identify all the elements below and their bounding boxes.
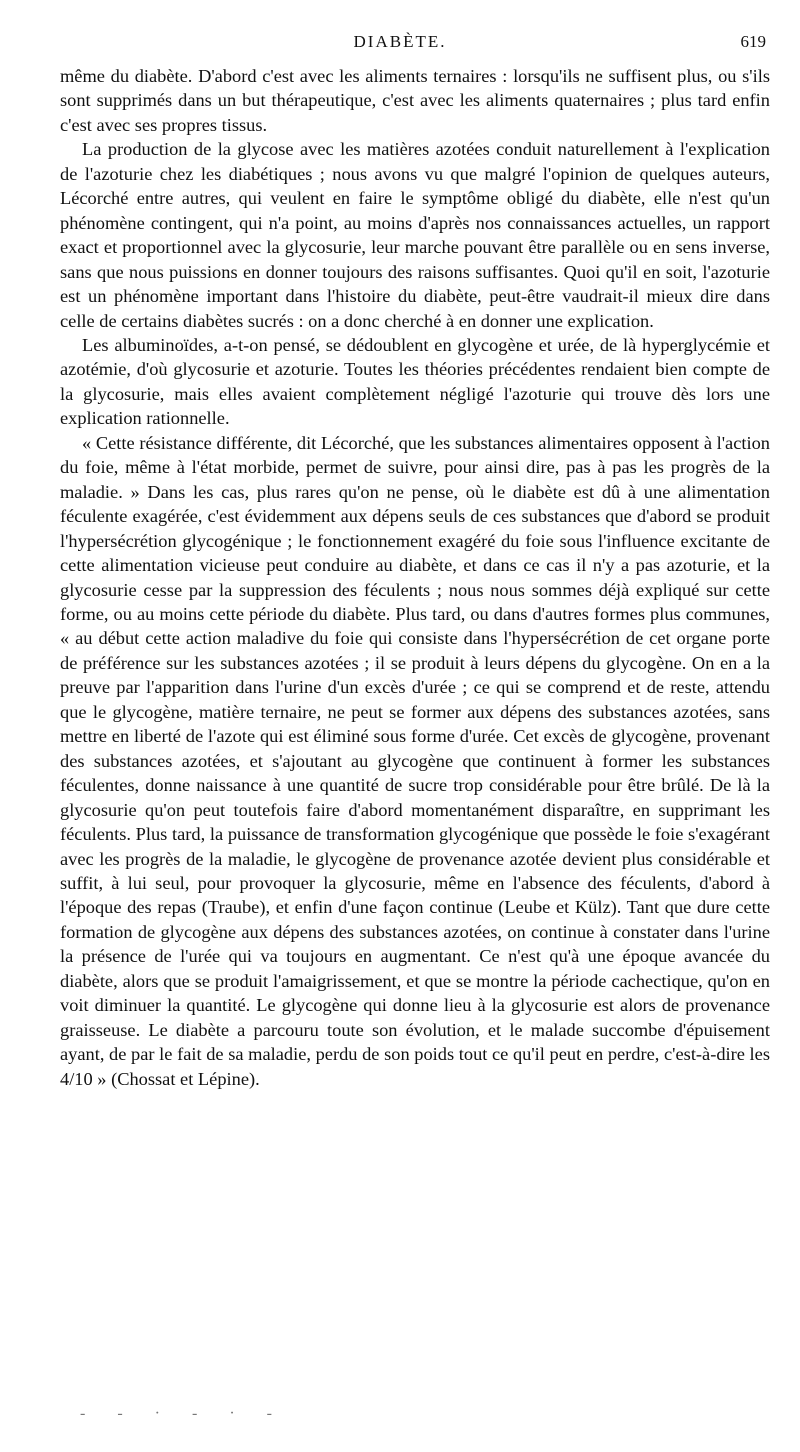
running-title: DIABÈTE. xyxy=(353,32,447,51)
paragraph-4: « Cette résistance différente, dit Lécorché, que les substances alimentaires opposent à l'action du foie, même à l'état morbide, permet de suivre, pour ainsi dire, pas à pas les progrès de la maladie. » Dans les cas, plus rares qu'on ne pense, où le diabète est dû à une alimentation féculente exagérée, c'est évidemment aux dépens seuls de ces substances que d'abord se produit l'hypersécrétion glycogénique ; le fonctionnement exagéré du foie sous l'influence excitante de cette alimentation vicieuse peut conduire au diabète, et dans ce cas il n'y a pas azoturie, et la glycosurie cesse par la suppression des féculents ; nous nous sommes déjà expliqué sur cette forme, ou au moins cette période du diabète. Plus tard, ou dans d'autres formes plus communes, « au début cette action maladive du foie qui consiste dans l'hypersécrétion de cet organe porte de préférence sur les substances azotées ; il se produit à leurs dépens du glycogène. On en a la preuve par l'apparition dans l'urine d'un excès d'urée ; ce qui se comprend et de reste, attendu que le glycogène, matière ternaire, ne peut se former aux dépens des substances azotées, sans mettre en liberté de l'azote qui est éliminé sous forme d'urée. Cet excès de glycogène, provenant des substances azotées, et s'ajoutant au glycogène que continuent à former les substances féculentes, donne naissance à une quantité de sucre trop considérable pour être brûlé. De là la glycosurie qu'on peut toutefois faire d'abord momentanément disparaître, en supprimant les féculents. Plus tard, la puissance de transformation glycogénique que possède le foie s'exagérant avec les progrès de la maladie, le glycogène de provenance azotée devient plus considérable et suffit, à lui seul, pour provoquer la glycosurie, même en l'absence des féculents, d'abord à l'époque des repas (Traube), et enfin d'une façon continue (Leube et Külz). Tant que dure cette formation de glycogène aux dépens des substances azotées, on continue à constater dans l'urine la présence de l'urée qui va toujours en augmentant. Ce n'est qu'à une époque avancée du diabète, alors que se produit l'amaigrissement, et que se montre la période cachectique, qu'on en voit diminuer la quantité. Le glycogène qui donne lieu à la glycosurie est alors de provenance graisseuse. Le diabète a parcouru toute son évolution, et le malade succombe d'épuisement ayant, de par le fait de sa maladie, perdu de son poids tout ce qu'il peut en perdre, c'est-à-dire les 4/10 » (Chossat et Lépine). xyxy=(60,432,770,1089)
paragraph-3: Les albuminoïdes, a-t-on pensé, se dédoublent en glycogène et urée, de là hyperglycémie et azotémie, d'où glycosurie et azoturie. Toutes les théories précédentes rendaient bien compte de la glycosurie, mais elles avaient complètement négligé l'azoturie qui trouve dès lors une explication rationnelle. xyxy=(60,334,770,429)
page-header xyxy=(0,32,800,56)
paragraph-1: même du diabète. D'abord c'est avec les aliments ternaires : lorsqu'ils ne suffisent plus, ou s'ils sont supprimés dans un but thérapeutique, c'est avec les aliments quaternaires ; plus tard enfin c'est avec ses propres tissus. xyxy=(60,66,770,135)
page-number: 619 xyxy=(740,32,766,51)
paragraph-2: La production de la glycose avec les matières azotées conduit naturellement à l'explication de l'azoturie chez les diabétiques ; nous avons vu que malgré l'opinion de quelques auteurs, Lécorché entre autres, qui veulent en faire le symptôme obligé du diabète, elle n'est qu'un phénomène contingent, qui n'a point, au moins d'après nos connaissances actuelles, un rapport exact et proportionnel avec la glycosurie, leur marche pouvant être parallèle ou en sens inverse, sans que nous puissions en donner toujours des raisons suffisantes. Quoi qu'il en soit, l'azoturie est un phénomène important dans l'histoire du diabète, peut-être vaudrait-il mieux dire dans celle de certains diabètes sucrés : on a donc cherché à en donner une explication. xyxy=(60,139,770,331)
body-text xyxy=(60,64,770,1091)
scan-noise-marks: - - · - · - xyxy=(80,1405,286,1422)
